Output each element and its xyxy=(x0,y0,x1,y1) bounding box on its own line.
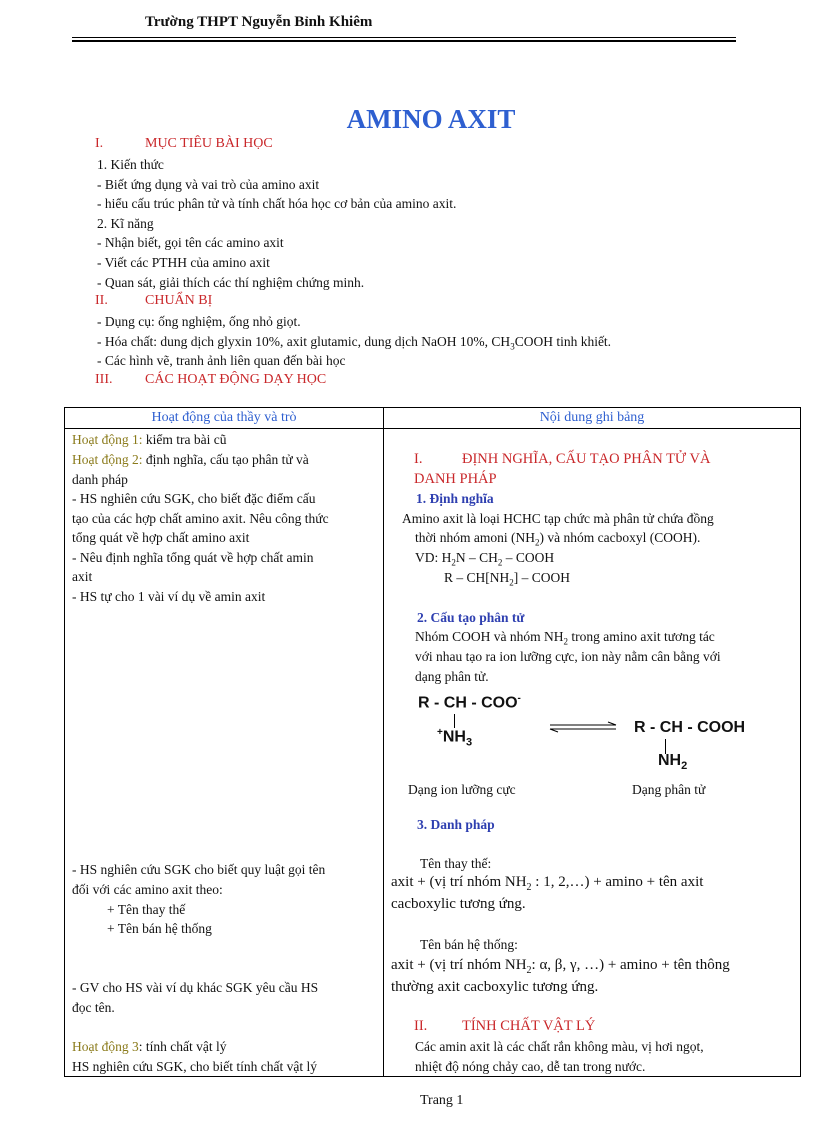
section-1-heading xyxy=(95,136,273,152)
section-2-number: II. xyxy=(95,293,108,308)
preparation-line-chem xyxy=(97,334,611,352)
activity-line: tạo của các hợp chất amino axit. Nêu công thức xyxy=(72,511,329,526)
subscript-2: 2 xyxy=(526,965,532,976)
substitutive-rule xyxy=(391,874,703,893)
header-rule-thick xyxy=(72,40,736,42)
substitutive-rule-a: axit + (vị trí nhóm NH xyxy=(391,874,527,890)
activity-line: - HS tự cho 1 vài ví dụ về amin axit xyxy=(72,589,266,604)
preparation-line: - Các hình vẽ, tranh ảnh liên quan đến bài học xyxy=(97,353,346,368)
objective-line: 1. Kiến thức xyxy=(97,157,164,172)
subscript-2: 2 xyxy=(509,577,514,588)
activity-3 xyxy=(72,1039,226,1055)
preparation-chem-subscript: 3 xyxy=(510,341,515,352)
semi-systematic-rule-b: : α, β, γ, …) + amino + tên thông xyxy=(531,957,730,973)
subsection-nomenclature: 3. Danh pháp xyxy=(417,817,495,832)
preparation-chem-text: - Hóa chất: dung dịch glyxin 10%, axit glutamic, dung dịch NaOH 10%, CH xyxy=(97,334,511,349)
board-section-1-title: ĐỊNH NGHĨA, CẤU TẠO PHÂN TỬ VÀ xyxy=(462,451,711,467)
activity-3-text: : tính chất vật lý xyxy=(138,1039,227,1054)
section-3-heading xyxy=(95,372,326,388)
activity-line: axit xyxy=(72,569,93,584)
zwitterion-amine xyxy=(437,727,472,749)
amine-group: NH xyxy=(658,752,682,769)
section-2-heading xyxy=(95,293,212,309)
objective-line: - Viết các PTHH của amino axit xyxy=(97,255,270,270)
objective-line: - Nhận biết, gọi tên các amino axit xyxy=(97,235,284,250)
subscript-2: 2 xyxy=(497,557,503,568)
subscript-2: 2 xyxy=(451,557,456,568)
zwitterion-charge: - xyxy=(517,693,521,704)
activity-1 xyxy=(72,432,226,448)
column-header-board-content: Nội dung ghi bảng xyxy=(384,408,801,429)
activity-line: tổng quát về hợp chất amino axit xyxy=(72,530,250,545)
naming-option: + Tên thay thế xyxy=(107,902,186,917)
board-content-cell xyxy=(384,429,801,1077)
activity-line: đối với các amino axit theo: xyxy=(72,882,223,897)
activity-3-label: Hoạt động 3 xyxy=(72,1039,139,1054)
substitutive-rule-b: : 1, 2,…) + amino + tên axit xyxy=(531,874,704,890)
ammonium-charge: + xyxy=(437,727,443,738)
preparation-line: - Dụng cụ: ống nghiệm, ống nhỏ giọt. xyxy=(97,314,301,329)
structure-text-b: trong amino axit tương tác xyxy=(568,629,715,644)
section-1-number: I. xyxy=(95,136,104,151)
lesson-table xyxy=(64,407,801,1077)
section-2-title: CHUẨN BỊ xyxy=(145,293,213,308)
example-2-b: ] – COOH xyxy=(513,570,571,585)
semi-systematic-name-label: Tên bán hệ thống: xyxy=(420,937,518,952)
semi-systematic-rule-cont: thường axit cacboxylic tương ứng. xyxy=(391,979,599,995)
column-header-activities: Hoạt động của thầy và trò xyxy=(65,408,384,429)
structure-line-1 xyxy=(415,629,715,647)
objective-line: 2. Kĩ năng xyxy=(97,216,154,231)
board-section-1-number: I. xyxy=(414,451,423,467)
structure-line: với nhau tạo ra ion lưỡng cực, ion này nằm cân bằng với xyxy=(415,649,721,664)
equilibrium-arrow-icon xyxy=(548,721,620,733)
physical-property-line: Các amin axit là các chất rắn không màu, vị hơi ngọt, xyxy=(415,1039,704,1054)
page-title: AMINO AXIT xyxy=(346,104,516,134)
example-2 xyxy=(444,570,570,588)
activity-2 xyxy=(72,452,309,468)
ammonium-group: NH xyxy=(442,728,466,746)
label-zwitterion: Dạng ion lưỡng cực xyxy=(408,782,516,797)
board-section-2-number: II. xyxy=(414,1018,428,1034)
objective-line: - Biết ứng dụng và vai trò của amino axit xyxy=(97,177,320,192)
molecular-amine xyxy=(658,752,687,772)
activity-line: - HS nghiên cứu SGK cho biết quy luật gọi tên xyxy=(72,862,326,877)
activity-1-text: kiểm tra bài cũ xyxy=(142,432,227,447)
example-1-a: VD: H xyxy=(415,550,452,565)
substitutive-rule-cont: cacboxylic tương ứng. xyxy=(391,896,526,912)
example-2-a: R – CH[NH xyxy=(444,570,510,585)
ammonium-subscript: 3 xyxy=(465,736,473,749)
amine-subscript: 2 xyxy=(681,760,688,773)
example-1-b: N – CH xyxy=(455,550,498,565)
board-section-2-title: TÍNH CHẤT VẬT LÝ xyxy=(462,1018,596,1034)
semi-systematic-rule xyxy=(391,957,730,976)
activities-cell xyxy=(65,429,384,1077)
definition-line: Amino axit là loại HCHC tạp chức mà phân tử chứa đồng xyxy=(402,511,714,526)
definition-text-b: ) và nhóm cacboxyl (COOH). xyxy=(539,530,701,545)
board-section-1-title-cont: DANH PHÁP xyxy=(414,471,497,487)
activity-line: - GV cho HS vài ví dụ khác SGK yêu cầu HS xyxy=(72,980,319,995)
zwitterion-formula xyxy=(418,693,521,712)
activity-line: đọc tên. xyxy=(72,1000,115,1015)
subscript-2: 2 xyxy=(526,882,532,893)
subsection-definition: 1. Định nghĩa xyxy=(416,491,494,506)
zwitterion-chain: R - CH - COO xyxy=(418,694,518,712)
page-number: Trang 1 xyxy=(420,1093,464,1108)
activity-1-label: Hoạt động 1: xyxy=(72,432,143,447)
activity-line: HS nghiên cứu SGK, cho biết tính chất vật lý xyxy=(72,1059,318,1074)
subscript-2: 2 xyxy=(563,636,568,647)
subscript-2: 2 xyxy=(535,537,540,548)
structure-text-a: Nhóm COOH và nhóm NH xyxy=(415,629,564,644)
preparation-chem-tail: COOH tinh khiết. xyxy=(514,334,612,349)
board-section-1-heading xyxy=(414,451,711,468)
naming-option: + Tên bán hệ thống xyxy=(107,921,212,936)
objective-line: - hiểu cấu trúc phân tử và tính chất hóa học cơ bản của amino axit. xyxy=(97,196,457,211)
activity-2-text-cont: danh pháp xyxy=(72,472,128,487)
section-3-number: III. xyxy=(95,372,113,387)
example-1-c: – COOH xyxy=(502,550,555,565)
header-rule-thin xyxy=(72,37,736,38)
activity-2-label: Hoạt động 2: xyxy=(72,452,143,467)
definition-line-2 xyxy=(415,530,700,548)
activity-line: - Nêu định nghĩa tổng quát về hợp chất amin xyxy=(72,550,314,565)
label-molecule: Dạng phân tử xyxy=(632,782,706,797)
structure-line: dạng phân tử. xyxy=(415,669,489,684)
example-1 xyxy=(415,550,554,568)
activity-2-text: định nghĩa, cấu tạo phân tử và xyxy=(142,452,309,467)
substitutive-name-label: Tên thay thế: xyxy=(420,856,492,871)
board-section-2-heading xyxy=(414,1018,595,1035)
subsection-structure: 2. Cấu tạo phân tử xyxy=(417,610,525,625)
school-header: Trường THPT Nguyễn Bỉnh Khiêm xyxy=(145,14,373,30)
activity-line: - HS nghiên cứu SGK, cho biết đặc điểm cấu xyxy=(72,491,316,506)
section-1-title: MỤC TIÊU BÀI HỌC xyxy=(145,136,273,151)
objective-line: - Quan sát, giải thích các thí nghiệm chứng minh. xyxy=(97,275,365,290)
section-3-title: CÁC HOẠT ĐỘNG DẠY HỌC xyxy=(145,372,327,387)
zwitterion-bond xyxy=(454,714,455,728)
semi-systematic-rule-a: axit + (vị trí nhóm NH xyxy=(391,957,527,973)
definition-text-a: thời nhóm amoni (NH xyxy=(415,530,536,545)
physical-property-line: nhiệt độ nóng chảy cao, dễ tan trong nước. xyxy=(415,1059,646,1074)
molecular-formula: R - CH - COOH xyxy=(634,719,746,736)
